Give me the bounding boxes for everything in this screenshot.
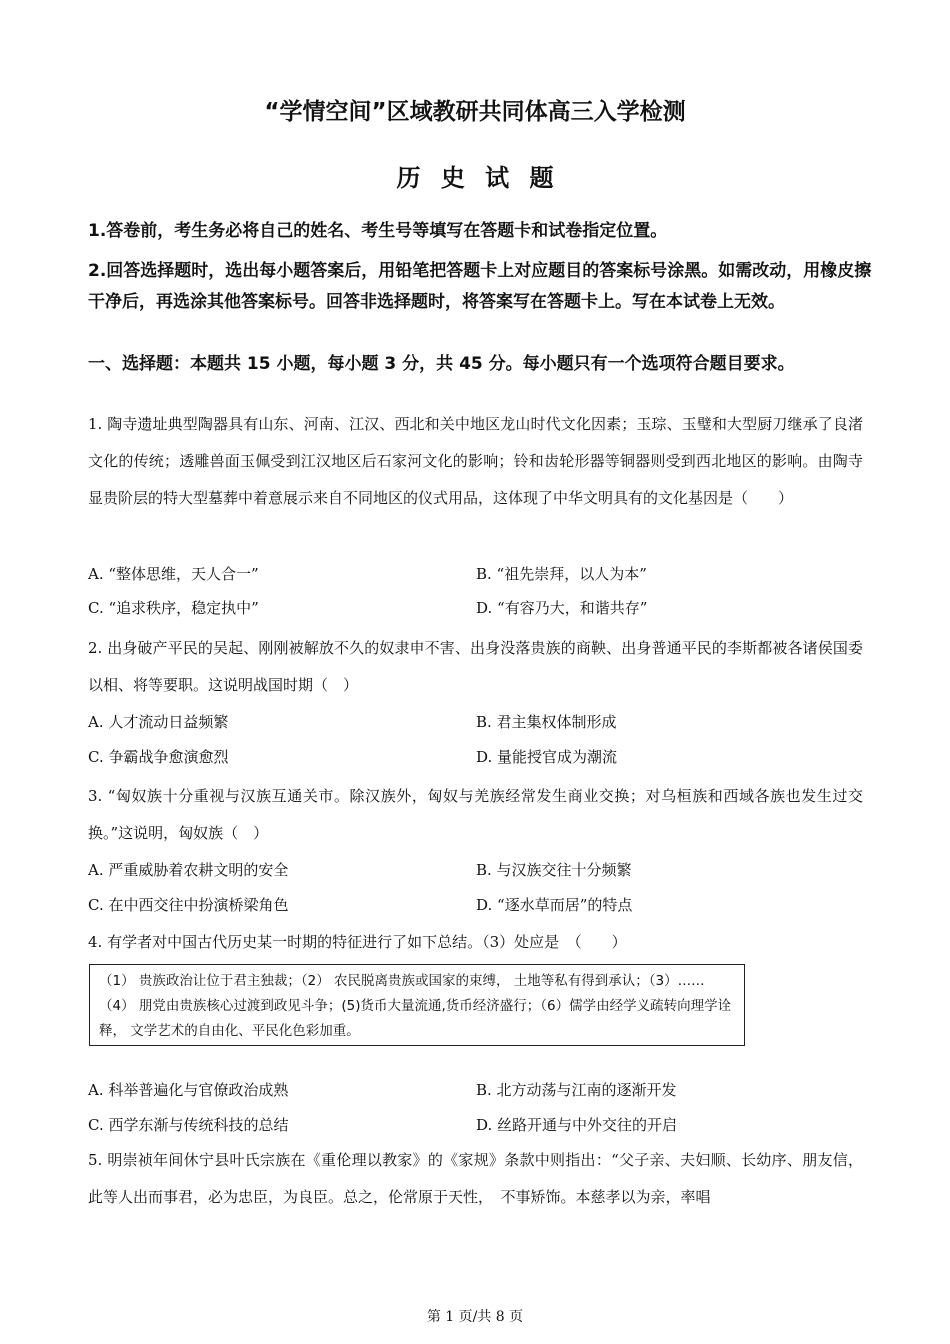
option-b[interactable]: B. “祖先崇拜，以人为本” [476,565,647,583]
subject-char: 题 [529,164,554,192]
question-2-options-row-2 [88,746,863,770]
question-stem: 5. 明崇祯年间休宁县叶氏宗族在《重伦理以教家》的《家规》条款中则指出：“父子亲、夫妇顺、长幼序、朋友信，此等人出而事君，必为忠臣，为良臣。总之，伦常原于天性， 不事矫饰。本慈孝以为亲，率唱 [88,1151,863,1206]
page-number: 第 1 页/共 8 页 [426,1309,524,1325]
option-a[interactable]: A. 严重威胁着农耕文明的安全 [88,861,289,879]
subject-title [0,158,950,193]
summary-box: （1） 贵族政治让位于君主独裁；（2） 农民脱离贵族或国家的束缚， 土地等私有得到承认；（3）…… （4） 朋党由贵族核心过渡到政见斗争；(5)货币大量流通,货币经济盛行；（6）儒学由经学义疏转向理学诠释， 文学艺术的自由化、平民化色彩加重。 [89,964,745,1046]
question-stem: 3. “匈奴族十分重视与汉族互通关市。除汉族外，匈奴与羌族经常发生商业交换；对乌桓族和西域各族也发生过交换。”这说明，匈奴族（ ） [88,787,863,842]
question-5 [88,1142,863,1216]
question-1-options-row-1 [88,563,863,587]
question-3-options-row-1 [88,859,863,883]
option-b[interactable]: B. 与汉族交往十分频繁 [476,861,632,879]
option-a[interactable]: A. 人才流动日益频繁 [88,713,229,731]
question-4 [88,924,863,961]
exam-title: “学情空间”区域教研共同体高三入学检测 [264,99,686,125]
question-1-options-row-2 [88,597,863,621]
option-a[interactable]: A. 科举普遍化与官僚政治成熟 [88,1081,289,1099]
question-stem: 2. 出身破产平民的吴起、刚刚被解放不久的奴隶申不害、出身没落贵族的商鞅、出身普通平民的李斯都被各诸侯国委以相、将等要职。这说明战国时期（ ） [88,639,863,694]
option-c[interactable]: C. 在中西交往中扮演桥梁角色 [88,896,289,914]
option-d[interactable]: D. 量能授官成为潮流 [476,748,618,766]
option-c[interactable]: C. 争霸战争愈演愈烈 [88,748,229,766]
question-3 [88,778,863,852]
option-c[interactable]: C. 西学东渐与传统科技的总结 [88,1116,289,1134]
question-4-options-row-2 [88,1114,863,1138]
question-stem: 4. 有学者对中国古代历史某一时期的特征进行了如下总结。（3）处应是 （ ） [88,933,627,951]
question-stem: 1. 陶寺遗址典型陶器具有山东、河南、江汉、西北和关中地区龙山时代文化因素；玉琮、玉璧和大型厨刀继承了良渚文化的传统；透雕兽面玉佩受到江汉地区后石家河文化的影响；铃和齿轮形器等铜器则受到西北地区的影响。由陶寺显贵阶层的特大型墓葬中着意展示来自不同地区的仪式用品，这体现了中华文明具有的文化基因是（ ） [88,415,863,507]
option-a[interactable]: A. “整体思维，天人合一” [88,565,259,583]
subject-char: 历 [396,164,421,192]
option-d[interactable]: D. “逐水草而居”的特点 [476,896,633,914]
section-heading: 一、选择题：本题共 15 小题，每小题 3 分，共 45 分。每小题只有一个选项符合题目要求。 [88,354,795,374]
option-b[interactable]: B. 君主集权体制形成 [476,713,617,731]
option-d[interactable]: D. 丝路开通与中外交往的开启 [476,1116,678,1134]
instruction-2: 2.回答选择题时，选出每小题答案后，用铅笔把答题卡上对应题目的答案标号涂黑。如需改动，用橡皮擦干净后，再选涂其他答案标号。回答非选择题时，将答案写在答题卡上。写在本试卷上无效。 [88,261,872,312]
question-2 [88,630,863,704]
question-4-options-row-1 [88,1079,863,1103]
option-d[interactable]: D. “有容乃大，和谐共存” [476,599,648,617]
instruction-1: 1.答卷前，考生务必将自己的姓名、考生号等填写在答题卡和试卷指定位置。 [88,221,668,241]
question-2-options-row-1 [88,711,863,735]
subject-char: 试 [485,164,510,192]
subject-char: 史 [440,164,465,192]
question-1 [88,406,863,517]
option-c[interactable]: C. “追求秩序，稳定执中” [88,599,259,617]
option-b[interactable]: B. 北方动荡与江南的逐渐开发 [476,1081,677,1099]
question-3-options-row-2 [88,894,863,918]
